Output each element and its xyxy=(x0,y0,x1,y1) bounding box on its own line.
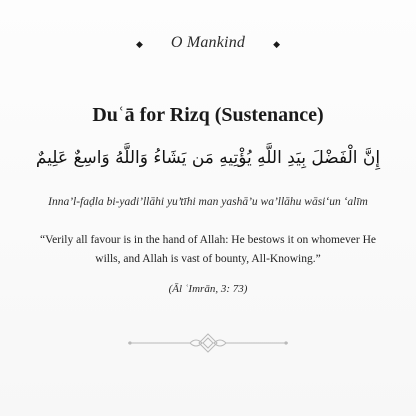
diamond-right-icon: ◆ xyxy=(273,39,281,50)
arabic-text: إِنَّ الْفَضْلَ بِيَدِ اللَّهِ يُؤْتِيهِ مَن يَشَاءُ وَاللَّهُ وَاسِعٌ عَلِيمٌ xyxy=(35,148,381,168)
header-title: O Mankind xyxy=(170,34,246,51)
transliteration-text: Inna’l-faḍla bi-yadi’llāhi yu’tīhi man yashā’u wa’llāhu wāsi‘un ‘alīm xyxy=(48,196,368,208)
translation-text: “Verily all favour is in the hand of Allah: He bestows it on whomever He wills, and Allah is vast of bounty, All-Knowing.” xyxy=(40,234,376,265)
page-title: Duʿā for Rizq (Sustenance) xyxy=(92,104,324,126)
verse-reference: (Āl ʿImrān, 3: 73) xyxy=(168,283,248,295)
header xyxy=(0,34,416,52)
ornament-divider-icon xyxy=(128,331,288,355)
diamond-left-icon: ◆ xyxy=(135,39,143,50)
